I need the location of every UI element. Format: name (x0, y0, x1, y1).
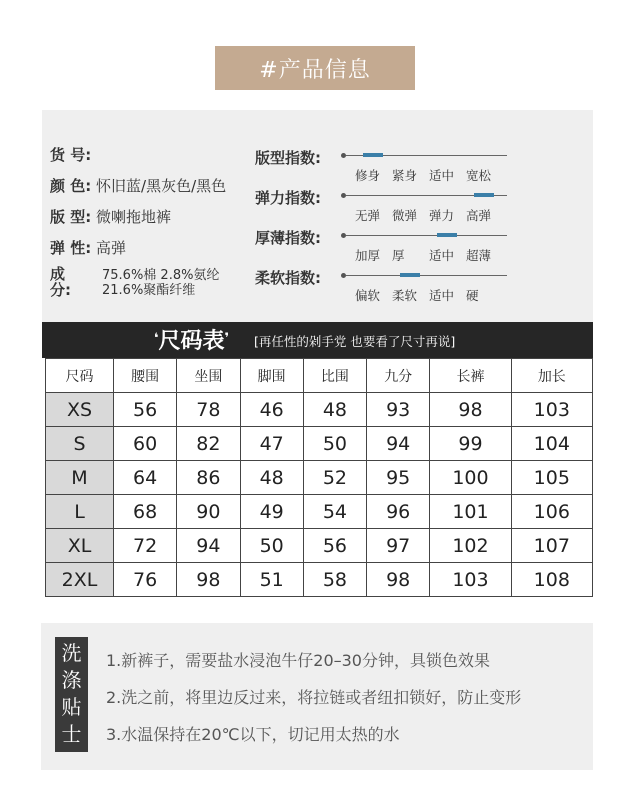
table-cell: 96 (367, 495, 430, 529)
thickness-option: 超薄 (466, 248, 492, 263)
scale-line (346, 235, 507, 236)
fit-option: 紧身 (392, 168, 418, 183)
table-cell: 50 (240, 529, 303, 563)
spec-material-line2: 21.6%聚酯纤维 (102, 283, 196, 298)
table-row (46, 495, 593, 529)
softness-option: 偏软 (355, 288, 381, 303)
table-row (46, 529, 593, 563)
table-cell: 82 (177, 427, 240, 461)
spec-item-no-label: 货 号: (50, 146, 92, 164)
table-cell: 46 (240, 393, 303, 427)
table-cell: 86 (177, 461, 240, 495)
washing-tip: 2.洗之前，将里边反过来，将拉链或者纽扣锁好，防止变形 (106, 688, 522, 707)
spec-item-no (50, 144, 91, 165)
softness-index (255, 261, 555, 301)
product-info-header: #产品信息 (215, 46, 415, 90)
sparkle-icon: ❜ (224, 331, 230, 346)
elasticity-option: 微弹 (392, 208, 418, 223)
table-cell: 98 (367, 563, 430, 597)
table-cell: 68 (114, 495, 177, 529)
elasticity-index-marker (474, 193, 494, 197)
washing-tips-tag: 洗涤贴士 (55, 637, 88, 752)
table-cell: 54 (303, 495, 366, 529)
spec-color-label: 颜 色: (50, 177, 92, 195)
fit-option: 宽松 (466, 168, 492, 183)
table-header-cell: 尺码 (46, 359, 114, 393)
table-cell: 64 (114, 461, 177, 495)
thickness-option: 厚 (392, 248, 405, 263)
spec-material-label: 成分: (50, 265, 71, 299)
table-cell: 103 (430, 563, 511, 597)
table-cell: 50 (303, 427, 366, 461)
spec-material-line1: 75.6%棉 2.8%氨纶 (102, 268, 220, 283)
table-cell: 95 (367, 461, 430, 495)
size-table (45, 358, 593, 597)
elasticity-option: 高弹 (466, 208, 492, 223)
table-cell: 106 (511, 495, 592, 529)
table-cell: 101 (430, 495, 511, 529)
thickness-option: 适中 (429, 248, 455, 263)
table-cell: 52 (303, 461, 366, 495)
table-header-cell: 腰围 (114, 359, 177, 393)
table-cell: 48 (303, 393, 366, 427)
table-cell: 78 (177, 393, 240, 427)
sparkle-icon: ❛ (154, 331, 159, 346)
table-cell: 49 (240, 495, 303, 529)
table-cell: XL (46, 529, 114, 563)
table-cell: 102 (430, 529, 511, 563)
table-row (46, 563, 593, 597)
scale-line (346, 275, 507, 276)
softness-option: 硬 (466, 288, 479, 303)
table-cell: 56 (303, 529, 366, 563)
table-cell: 97 (367, 529, 430, 563)
softness-index-label: 柔软指数: (255, 269, 321, 287)
size-chart-title-text: 尺码表 (158, 329, 225, 354)
table-cell: 99 (430, 427, 511, 461)
table-cell: 60 (114, 427, 177, 461)
washing-tip: 3.水温保持在20℃以下，切记用太热的水 (106, 725, 400, 744)
spec-style (50, 206, 171, 227)
table-cell: 98 (177, 563, 240, 597)
spec-style-value: 微喇拖地裤 (96, 208, 172, 226)
table-cell: 72 (114, 529, 177, 563)
table-cell: 51 (240, 563, 303, 597)
thickness-index-label: 厚薄指数: (255, 229, 321, 247)
spec-stretch-value: 高弹 (96, 239, 127, 257)
table-header-cell: 长裤 (430, 359, 511, 393)
table-cell: XS (46, 393, 114, 427)
table-cell: 90 (177, 495, 240, 529)
table-row (46, 461, 593, 495)
table-header-cell: 脚围 (240, 359, 303, 393)
fit-index-marker (363, 153, 383, 157)
table-cell: 94 (177, 529, 240, 563)
table-cell: M (46, 461, 114, 495)
table-cell: 98 (430, 393, 511, 427)
spec-style-label: 版 型: (50, 208, 92, 226)
table-header-cell: 九分 (367, 359, 430, 393)
table-cell: 104 (511, 427, 592, 461)
fit-option: 修身 (355, 168, 381, 183)
table-cell: L (46, 495, 114, 529)
table-header-cell: 比围 (303, 359, 366, 393)
softness-option: 柔软 (392, 288, 418, 303)
thickness-index-marker (437, 233, 457, 237)
table-cell: 103 (511, 393, 592, 427)
table-cell: 108 (511, 563, 592, 597)
table-cell: 100 (430, 461, 511, 495)
table-cell: 48 (240, 461, 303, 495)
fit-option: 适中 (429, 168, 455, 183)
softness-option: 适中 (429, 288, 455, 303)
table-header-row (46, 359, 593, 393)
elasticity-option: 无弹 (355, 208, 381, 223)
table-cell: 47 (240, 427, 303, 461)
spec-color-value: 怀旧蓝/黑灰色/黑色 (96, 177, 227, 195)
table-row (46, 393, 593, 427)
table-cell: S (46, 427, 114, 461)
table-cell: 105 (511, 461, 592, 495)
elasticity-index (255, 181, 555, 221)
table-header-cell: 坐围 (177, 359, 240, 393)
table-cell: 107 (511, 529, 592, 563)
spec-stretch-label: 弹 性: (50, 239, 92, 257)
table-cell: 94 (367, 427, 430, 461)
size-chart-subtitle: [再任性的剁手党 也要看了尺寸再说] (254, 334, 456, 349)
spec-color (50, 175, 226, 196)
table-cell: 56 (114, 393, 177, 427)
fit-index (255, 141, 555, 181)
washing-tip: 1.新裤子，需要盐水浸泡牛仔20–30分钟，具锁色效果 (106, 651, 490, 670)
size-chart-header (42, 322, 593, 358)
table-cell: 58 (303, 563, 366, 597)
elasticity-option: 弹力 (429, 208, 455, 223)
table-cell: 2XL (46, 563, 114, 597)
size-chart-title (154, 324, 229, 355)
thickness-index (255, 221, 555, 261)
softness-index-marker (400, 273, 420, 277)
spec-stretch (50, 237, 126, 258)
table-cell: 93 (367, 393, 430, 427)
table-row (46, 427, 593, 461)
thickness-option: 加厚 (355, 248, 381, 263)
fit-index-label: 版型指数: (255, 149, 321, 167)
table-header-cell: 加长 (511, 359, 592, 393)
elasticity-index-label: 弹力指数: (255, 189, 321, 207)
table-cell: 76 (114, 563, 177, 597)
